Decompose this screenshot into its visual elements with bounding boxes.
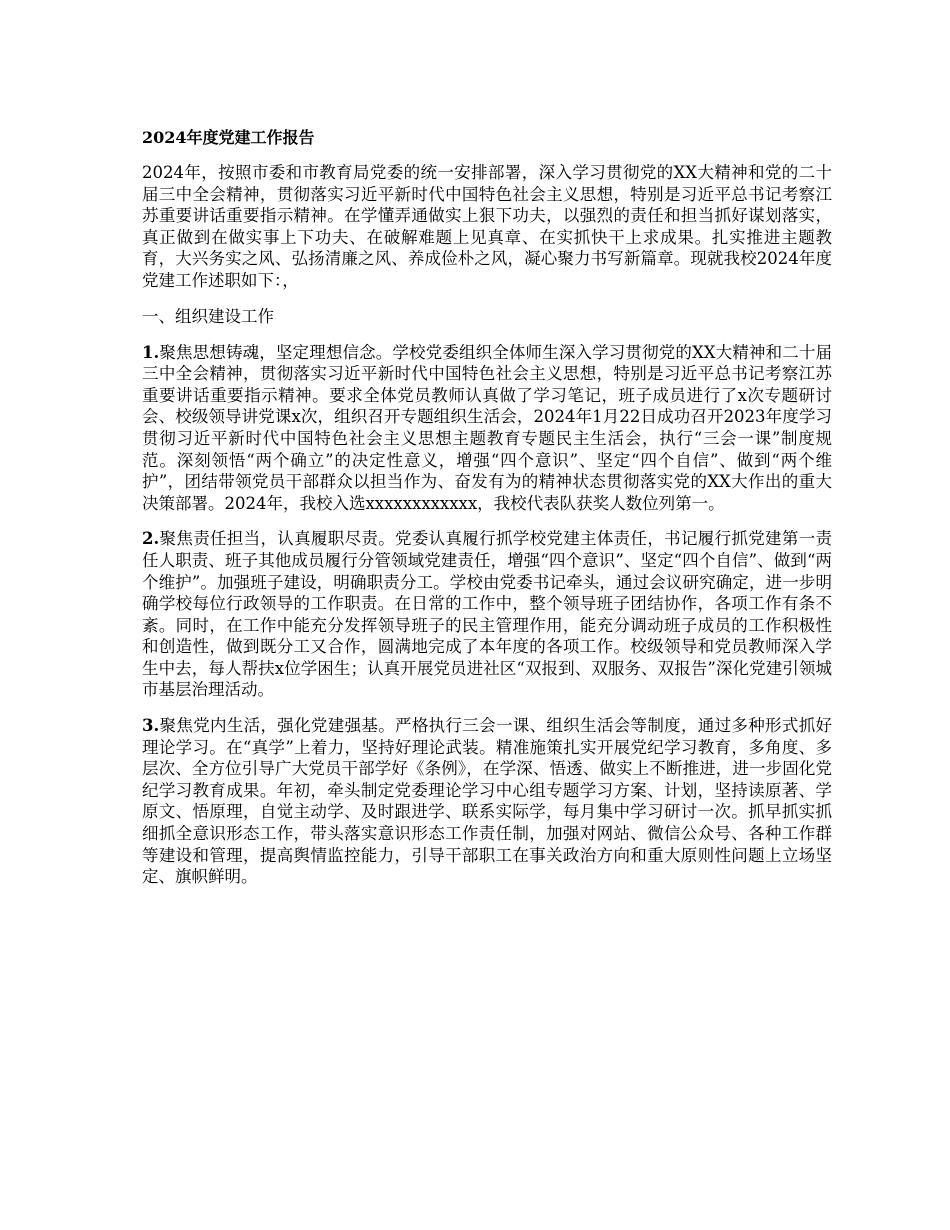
document-title: 2024年度党建工作报告 [142,128,315,147]
document-page [142,127,832,902]
intro-paragraph: 2024年，按照市委和市教育局党委的统一安排部署，深入学习贯彻党的XX大精神和党的二十届三中全会精神，贯彻落实习近平新时代中国特色社会主义思想，特别是习近平总书记考察江苏重要讲话重要指示精神。在学懂弄通做实上狠下功夫，以强烈的责任和担当抓好谋划落实，真正做到在做实事上下功夫、在破解难题上见真章、在实抓快干上求成果。扎实推进主题教育，大兴务实之风、弘扬清廉之风、养成俭朴之风，凝心聚力书写新篇章。现就我校2024年度党建工作述职如下：， [142,163,832,290]
item-text: 党委认真履行抓学校党建主体责任，书记履行抓党建第一责任人职责、班子其他成员履行分管领域党建责任，增强“四个意识”、坚定“四个自信”、做到“两个维护”。加强班子建设，明确职责分工。学校由党委书记牵头，通过会议研究确定，进一步明确学校每位行政领导的工作职责。在日常的工作中，整个领导班子团结协作，各项工作有条不紊。同时，在工作中能充分发挥领导班子的民主管理作用，能充分调动班子成员的工作积极性和创造性，做到既分工又合作，圆满地完成了本年度的各项工作。校级领导和党员教师深入学生中去，每人帮扶x位学困生；认真开展党员进社区“双报到、双服务、双报告”深化党建引领城市基层治理活动。 [142,529,833,700]
item-number: 3. [142,716,160,736]
section-heading-organization: 一、组织建设工作 [142,306,274,326]
item-paragraph-3 [142,715,832,888]
item-number: 1. [142,342,160,362]
item-lead: 聚焦责任担当，认真履职尽责。 [159,529,396,549]
item-text: 学校党委组织全体师生深入学习贯彻党的XX大精神和二十届三中全会精神，贯彻落实习近平新时代中国特色社会主义思想，特别是习近平总书记考察江苏重要讲话重要指示精神。要求全体党员教师认真做了学习笔记，班子成员进行了x次专题研讨会、校级领导讲党课x次，组织召开专题组织生活会，2024年1月22日成功召开2023年度学习贯彻习近平新时代中国特色社会主义思想主题教育专题民主生活会，执行“三会一课”制度规范。深刻领悟“两个确立”的决定性意义，增强“四个意识”、坚定“四个自信”、做到“两个维护”，团结带领党员干部群众以担当作为、奋发有为的精神状态贯彻落实党的XX大作出的重大决策部署。2024年，我校入选xxxxxxxxxxxx，我校代表队获奖人数位列第一。 [142,342,833,513]
item-number: 2. [142,529,160,549]
item-text: 严格执行三会一课、组织生活会等制度，通过多种形式抓好理论学习。在“真学”上着力，坚持好理论武装。精准施策扎实开展党纪学习教育，多角度、多层次、全方位引导广大党员干部学好《条例》，在学深、悟透、做实上不断推进，进一步固化党纪学习教育成果。年初，牵头制定党委理论学习中心组专题学习方案、计划，坚持读原著、学原文、悟原理，自觉主动学、及时跟进学、联系实际学，每月集中学习研讨一次。抓早抓实抓细抓全意识形态工作，带头落实意识形态工作责任制，加强对网站、微信公众号、各种工作群等建设和管理，提高舆情监控能力，引导干部职工在事关政治方向和重大原则性问题上立场坚定、旗帜鲜明。 [142,716,833,887]
item-paragraph-1 [142,342,832,515]
item-lead: 聚焦党内生活，强化党建强基。 [159,716,396,736]
item-paragraph-2 [142,528,832,701]
item-lead: 聚焦思想铸魂，坚定理想信念。 [159,342,393,362]
